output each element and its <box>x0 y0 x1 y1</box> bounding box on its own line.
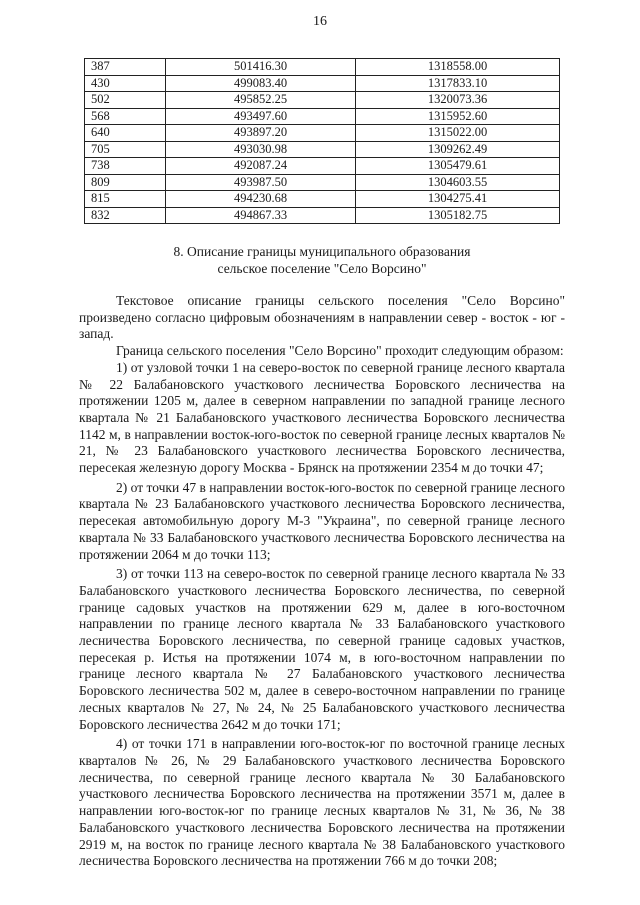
table-row <box>85 125 560 142</box>
section-title-line-2: сельское поселение "Село Ворсино" <box>217 261 427 276</box>
boundary-description <box>79 293 565 870</box>
section-title <box>84 243 560 277</box>
paragraph-item-2: 2) от точки 47 в направлении восток-юго-восток по северной границе лесного квартала № 23 Балабановского участкового лесничества Боровского лесничества, пересекая автомобильную дорогу М-3 "Украина", по северной границе лесного квартала № 33 Балабановского участкового лесничества Боровского лесничества на протяжении 2064 м до точки 113; <box>79 479 565 562</box>
coord-y-cell: 1315952.60 <box>356 108 560 125</box>
paragraph-lead: Граница сельского поселения "Село Ворсино" проходит следующим образом: <box>116 343 564 359</box>
coord-y-cell: 1315022.00 <box>356 125 560 142</box>
coord-y-cell: 1305479.61 <box>356 158 560 175</box>
table-row <box>85 108 560 125</box>
table-row <box>85 75 560 92</box>
coord-x-cell: 493897.20 <box>166 125 356 142</box>
paragraph-item-1: 1) от узловой точки 1 на северо-восток по северной границе лесного квартала № 22 Балабановского участкового лесничества Боровского лесничества на протяжении 1205 м, далее в северном направлении по западной границе лесного квартала № 21 Балабановского участкового лесничества Боровского лесничества 1142 м, в направлении восток-юго-восток по северной границе лесных кварталов № 21, № 23 Балабановского участкового лесничества Боровского лесничества, пересекая железную дорогу Москва - Брянск на протяжении 2354 м до точки 47; <box>79 359 565 476</box>
coord-x-cell: 493497.60 <box>166 108 356 125</box>
point-number-cell: 705 <box>85 141 166 158</box>
coord-x-cell: 494230.68 <box>166 191 356 208</box>
coord-x-cell: 495852.25 <box>166 92 356 109</box>
coord-x-cell: 493030.98 <box>166 141 356 158</box>
point-number-cell: 502 <box>85 92 166 109</box>
page-number: 16 <box>313 14 327 29</box>
point-number-cell: 568 <box>85 108 166 125</box>
point-number-cell: 738 <box>85 158 166 175</box>
coord-x-cell: 493987.50 <box>166 174 356 191</box>
coord-y-cell: 1305182.75 <box>356 207 560 224</box>
table-row <box>85 92 560 109</box>
coord-y-cell: 1304275.41 <box>356 191 560 208</box>
coord-y-cell: 1309262.49 <box>356 141 560 158</box>
coord-y-cell: 1318558.00 <box>356 59 560 76</box>
coord-y-cell: 1320073.36 <box>356 92 560 109</box>
coord-y-cell: 1317833.10 <box>356 75 560 92</box>
section-title-line-1: 8. Описание границы муниципального образования <box>173 244 471 259</box>
coord-x-cell: 492087.24 <box>166 158 356 175</box>
paragraph-item-4: 4) от точки 171 в направлении юго-восток-юг по восточной границе лесных кварталов № 26, № 29 Балабановского участкового лесничества Боровского лесничества, по северной границе лесного квартала № 30 Балабановского участкового лесничества Боровского лесничества на протяжении 3571 м, далее в направлении юго-восток-юг по границе лесных кварталов № 31, № 36, № 38 Балабановского участкового лесничества Боровского лесничества на протяжении 2919 м, на восток по границе лесного квартала № 38 Балабановского участкового лесничества Боровского лесничества на протяжении 766 м до точки 208; <box>79 736 565 869</box>
table-row <box>85 174 560 191</box>
table-row <box>85 191 560 208</box>
point-number-cell: 387 <box>85 59 166 76</box>
coord-x-cell: 499083.40 <box>166 75 356 92</box>
point-number-cell: 430 <box>85 75 166 92</box>
coordinates-table <box>84 58 560 224</box>
coord-y-cell: 1304603.55 <box>356 174 560 191</box>
table-row <box>85 59 560 76</box>
coord-x-cell: 494867.33 <box>166 207 356 224</box>
table-row <box>85 141 560 158</box>
table-row <box>85 158 560 175</box>
paragraph-item-3: 3) от точки 113 на северо-восток по северной границе лесного квартала № 33 Балабановского участкового лесничества Боровского лесничества, по северной границе садовых участков на протяжении 629 м, далее в юго-восточном направлении по границе лесного квартала № 33 Балабановского участкового лесничества Боровского лесничества, по северной границе садовых участков, пересекая р. Истья на протяжении 1074 м, в юго-восточном направлении по границе лесного квартала № 27 Балабановского участкового лесничества Боровского лесничества 502 м, далее в северо-восточном направлении по границе лесных кварталов № 27, № 24, № 25 Балабановского участкового лесничества Боровского лесничества 2642 м до точки 171; <box>79 566 565 732</box>
table-row <box>85 207 560 224</box>
point-number-cell: 815 <box>85 191 166 208</box>
point-number-cell: 832 <box>85 207 166 224</box>
coord-x-cell: 501416.30 <box>166 59 356 76</box>
paragraph-intro: Текстовое описание границы сельского поселения "Село Ворсино" произведено согласно цифровым обозначениям в направлении север - восток - юг - запад. <box>79 293 565 342</box>
point-number-cell: 809 <box>85 174 166 191</box>
point-number-cell: 640 <box>85 125 166 142</box>
